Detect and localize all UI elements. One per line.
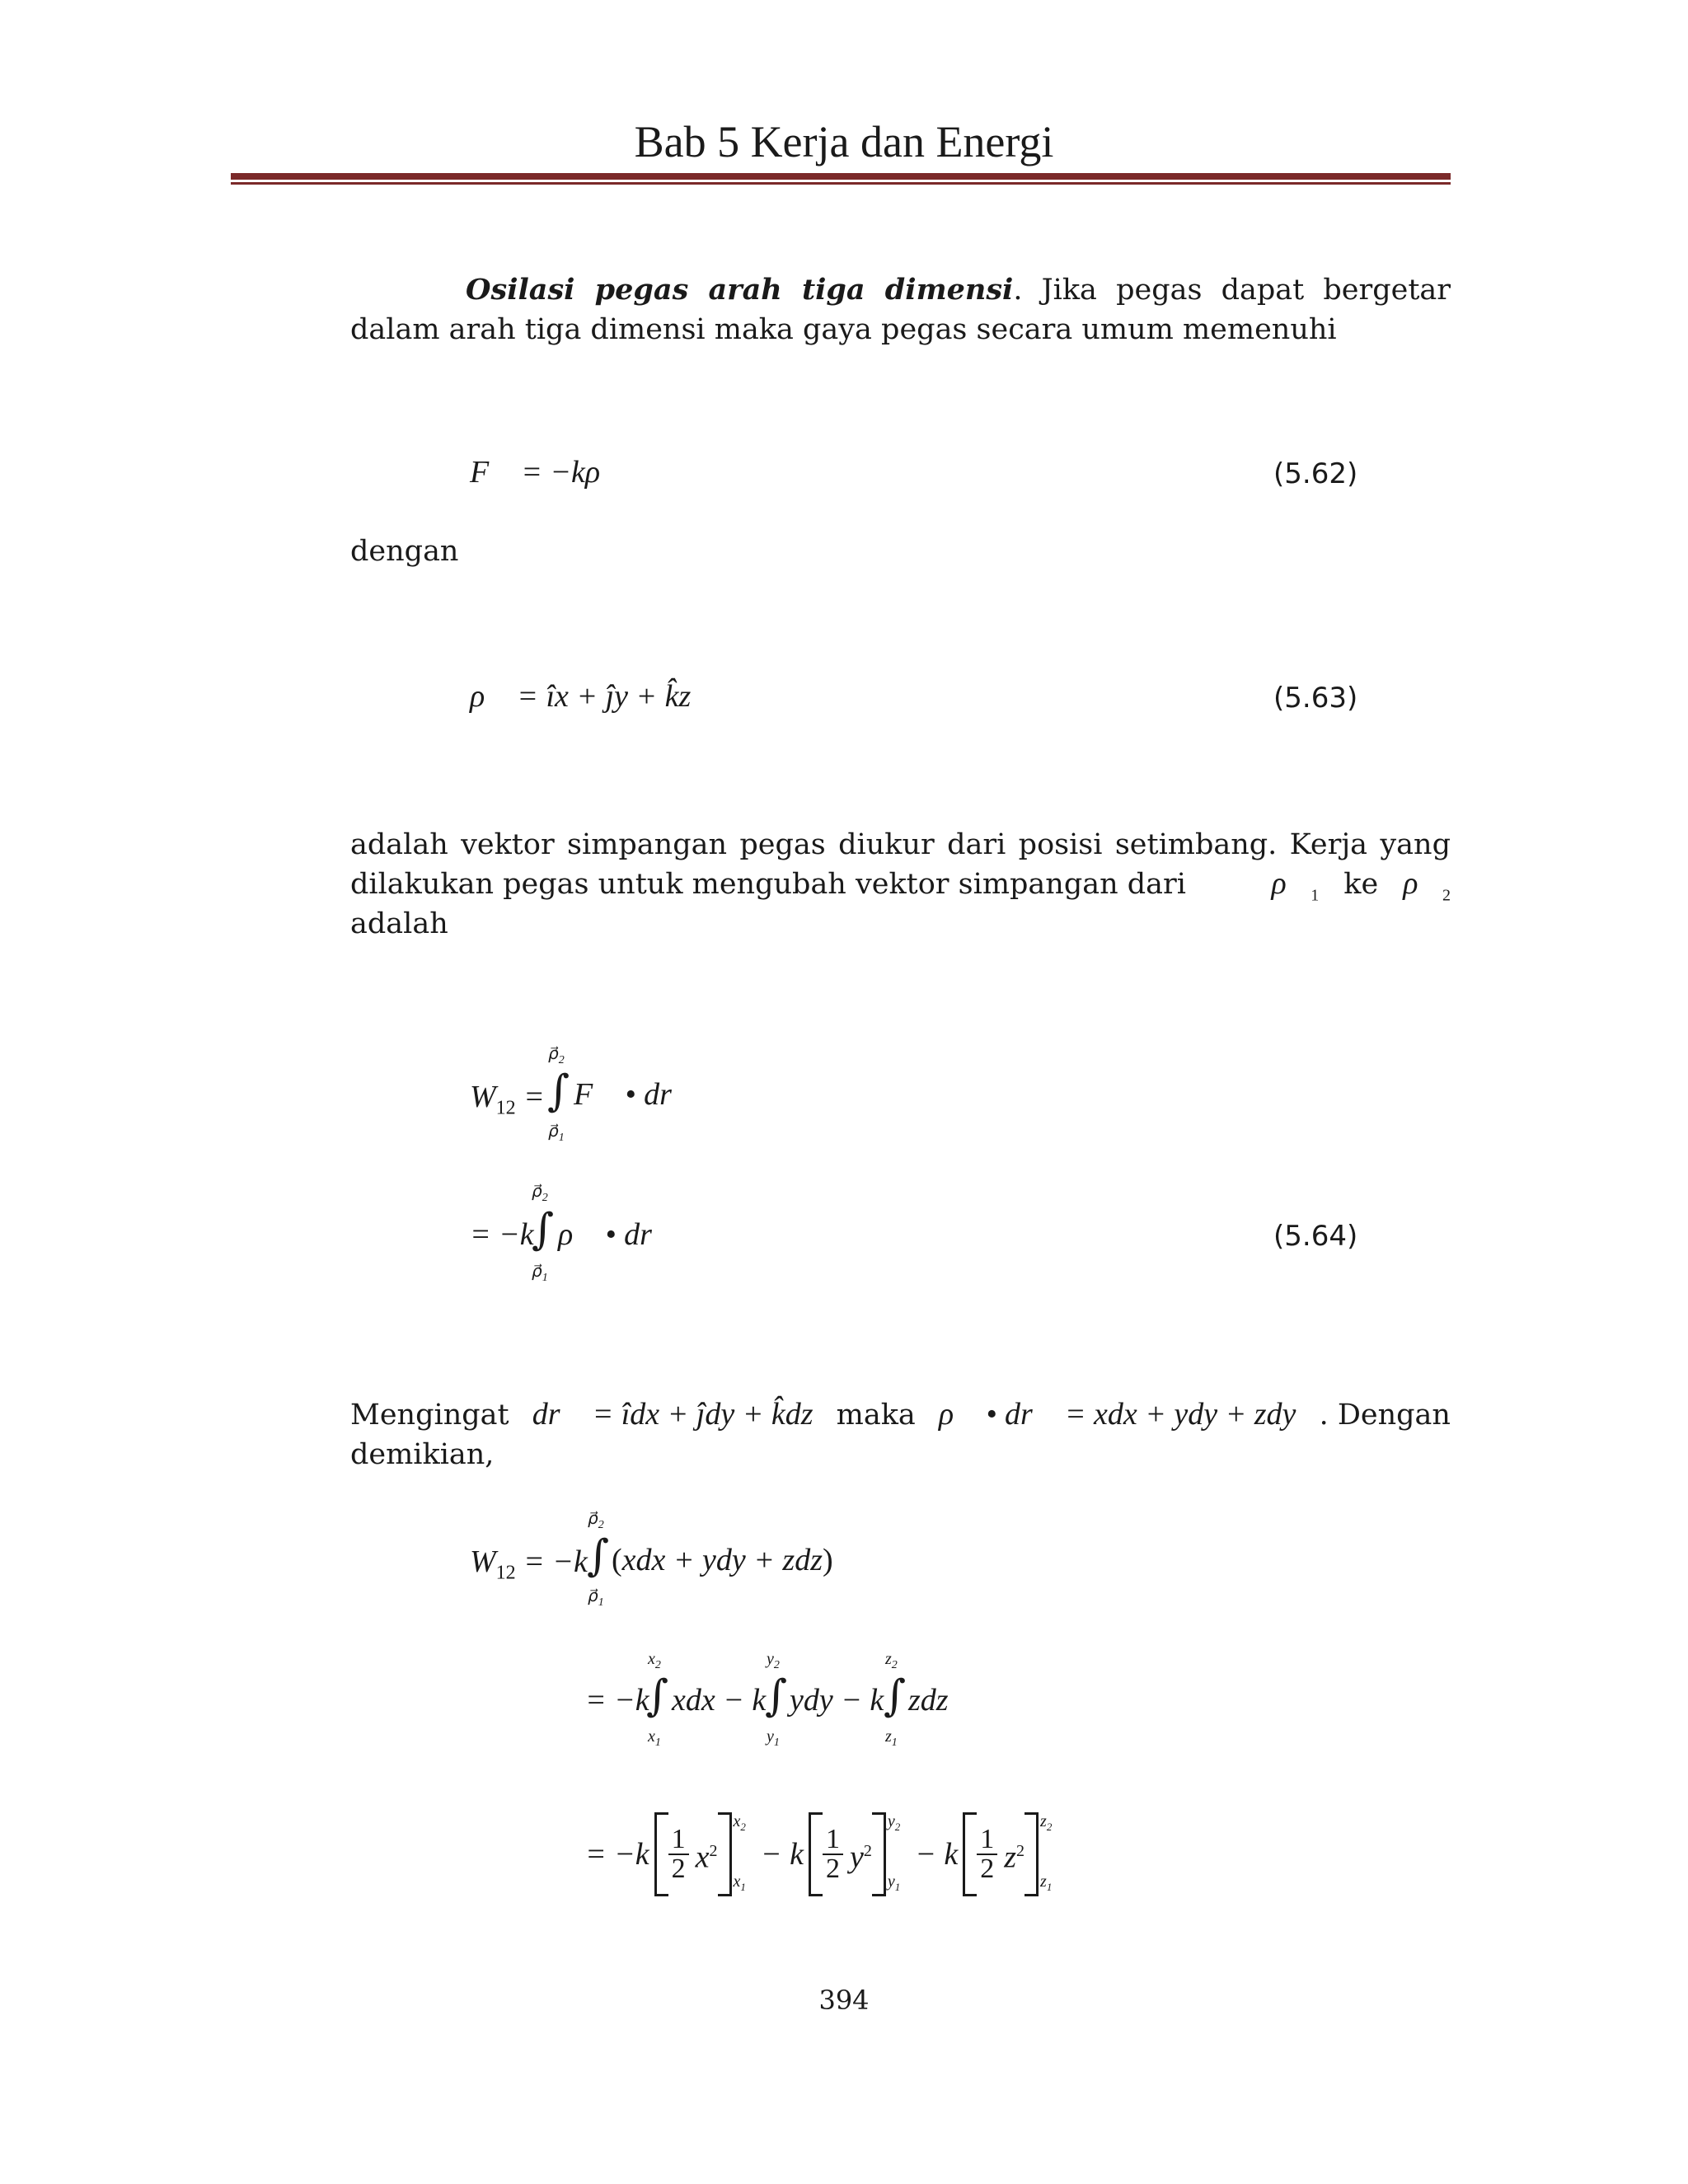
minus-k-symbol: = −k [470,1217,534,1252]
integral-upper-limit: $\rho⃗_2$ [548,1045,565,1066]
evaluated-brackets-expression: = −k $\frac{1}{2}$ $x^2$ $x_2$ $x_1$ − k $\frac{1}{2}$ $y^2$ $y_2$ $y_1$ − k $\frac{1}{2}$ $z^2$ $z_2$ $z_1$ [585,1813,1052,1896]
intro-line-1 [350,269,1451,311]
para3-line-2: demikian, [350,1438,495,1471]
header-rule-thin [231,182,1451,185]
integral-sign: ∫ [532,1205,555,1254]
inline-dr-expression: dr⃗ = îdx + ĵdy + k̂dz [532,1397,814,1432]
header-rule-thick [231,173,1451,180]
minus-k-symbol: = −k [585,1683,649,1718]
integrand-f-dot-dr: F⃗ • dr⃗ [574,1077,696,1112]
integral-lower-limit-y1: $y_1$ [767,1727,780,1749]
integral-lower-limit: $\rho⃗_1$ [588,1587,604,1609]
integrand-zdz: zdz [908,1683,949,1718]
word-dengan: dengan [350,535,459,568]
equation-5-62: F⃗ = −kρ⃗ [470,455,625,490]
equation-number-5-63: (5.63) [1273,682,1358,715]
para2-line-1: adalah vektor simpangan pegas diukur dari posisi setimbang. Kerja yang [350,828,1451,861]
integral-upper-limit-z2: $z_2$ [885,1650,898,1671]
integral-upper-limit-y2: $y_2$ [767,1650,780,1671]
para2-text-ke: ke [1343,868,1379,901]
intro-line-2: dalam arah tiga dimensi maka gaya pegas secara umum memenuhi [350,313,1337,346]
rho-1-inline: $\rho⃗_1$ [1271,866,1320,905]
integral-upper-limit: $\rho⃗_2$ [588,1510,604,1531]
integral-sign: ∫ [587,1531,610,1581]
page-number: 394 [818,1985,870,2016]
intro-text-1: . Jika pegas dapat bergetar [1013,274,1451,307]
section-heading: Osilasi pegas arah tiga dimensi [466,273,1014,307]
equation-number-5-62: (5.62) [1273,457,1358,490]
w12-minus-k: $W_{12} = -k$ [470,1544,588,1584]
para3-word-maka: maka [836,1399,916,1432]
para3-line-1 [350,1394,1451,1436]
integrand-xdx-ydy-zdz: (xdx + ydy + zdz) [612,1543,833,1577]
para2-text-a: dilakukan pegas untuk mengubah vektor simpangan dari [350,868,1186,901]
integral-sign: ∫ [884,1671,907,1721]
equation-number-5-64: (5.64) [1273,1220,1358,1253]
integrand-rho-dot-dr: ρ⃗ • dr⃗ [558,1217,677,1252]
integrand-xdx: xdx − k [672,1683,767,1718]
integral-sign: ∫ [765,1671,788,1721]
integral-sign: ∫ [646,1671,669,1721]
integral-upper-limit: $\rho⃗_2$ [532,1183,548,1204]
integral-lower-limit-x1: $x_1$ [648,1727,661,1749]
para2-line-3: adalah [350,907,448,940]
chapter-header-title: Bab 5 Kerja dan Energi [634,117,1054,166]
inline-rho-dot-dr-expression: ρ⃗ • dr⃗ = xdx + ydy + zdy [938,1397,1296,1432]
integral-lower-limit: $\rho⃗_1$ [548,1122,565,1144]
para2-line-2 [350,864,1451,915]
integral-lower-limit-z1: $z_1$ [885,1727,898,1749]
w12-symbol: $W_{12}$ = [470,1080,545,1119]
para3-word-mengingat: Mengingat [350,1399,509,1432]
integrand-ydy: ydy − k [790,1683,884,1718]
rho-2-inline: $\rho⃗_2$ [1403,866,1451,905]
integral-sign: ∫ [547,1066,570,1116]
equation-5-63: ρ⃗ = îx + ĵy + k̂z [470,679,692,714]
integral-lower-limit: $\rho⃗_1$ [532,1263,548,1284]
para3-word-dengan: . Dengan [1319,1399,1451,1432]
integral-upper-limit-x2: $x_2$ [648,1650,661,1671]
